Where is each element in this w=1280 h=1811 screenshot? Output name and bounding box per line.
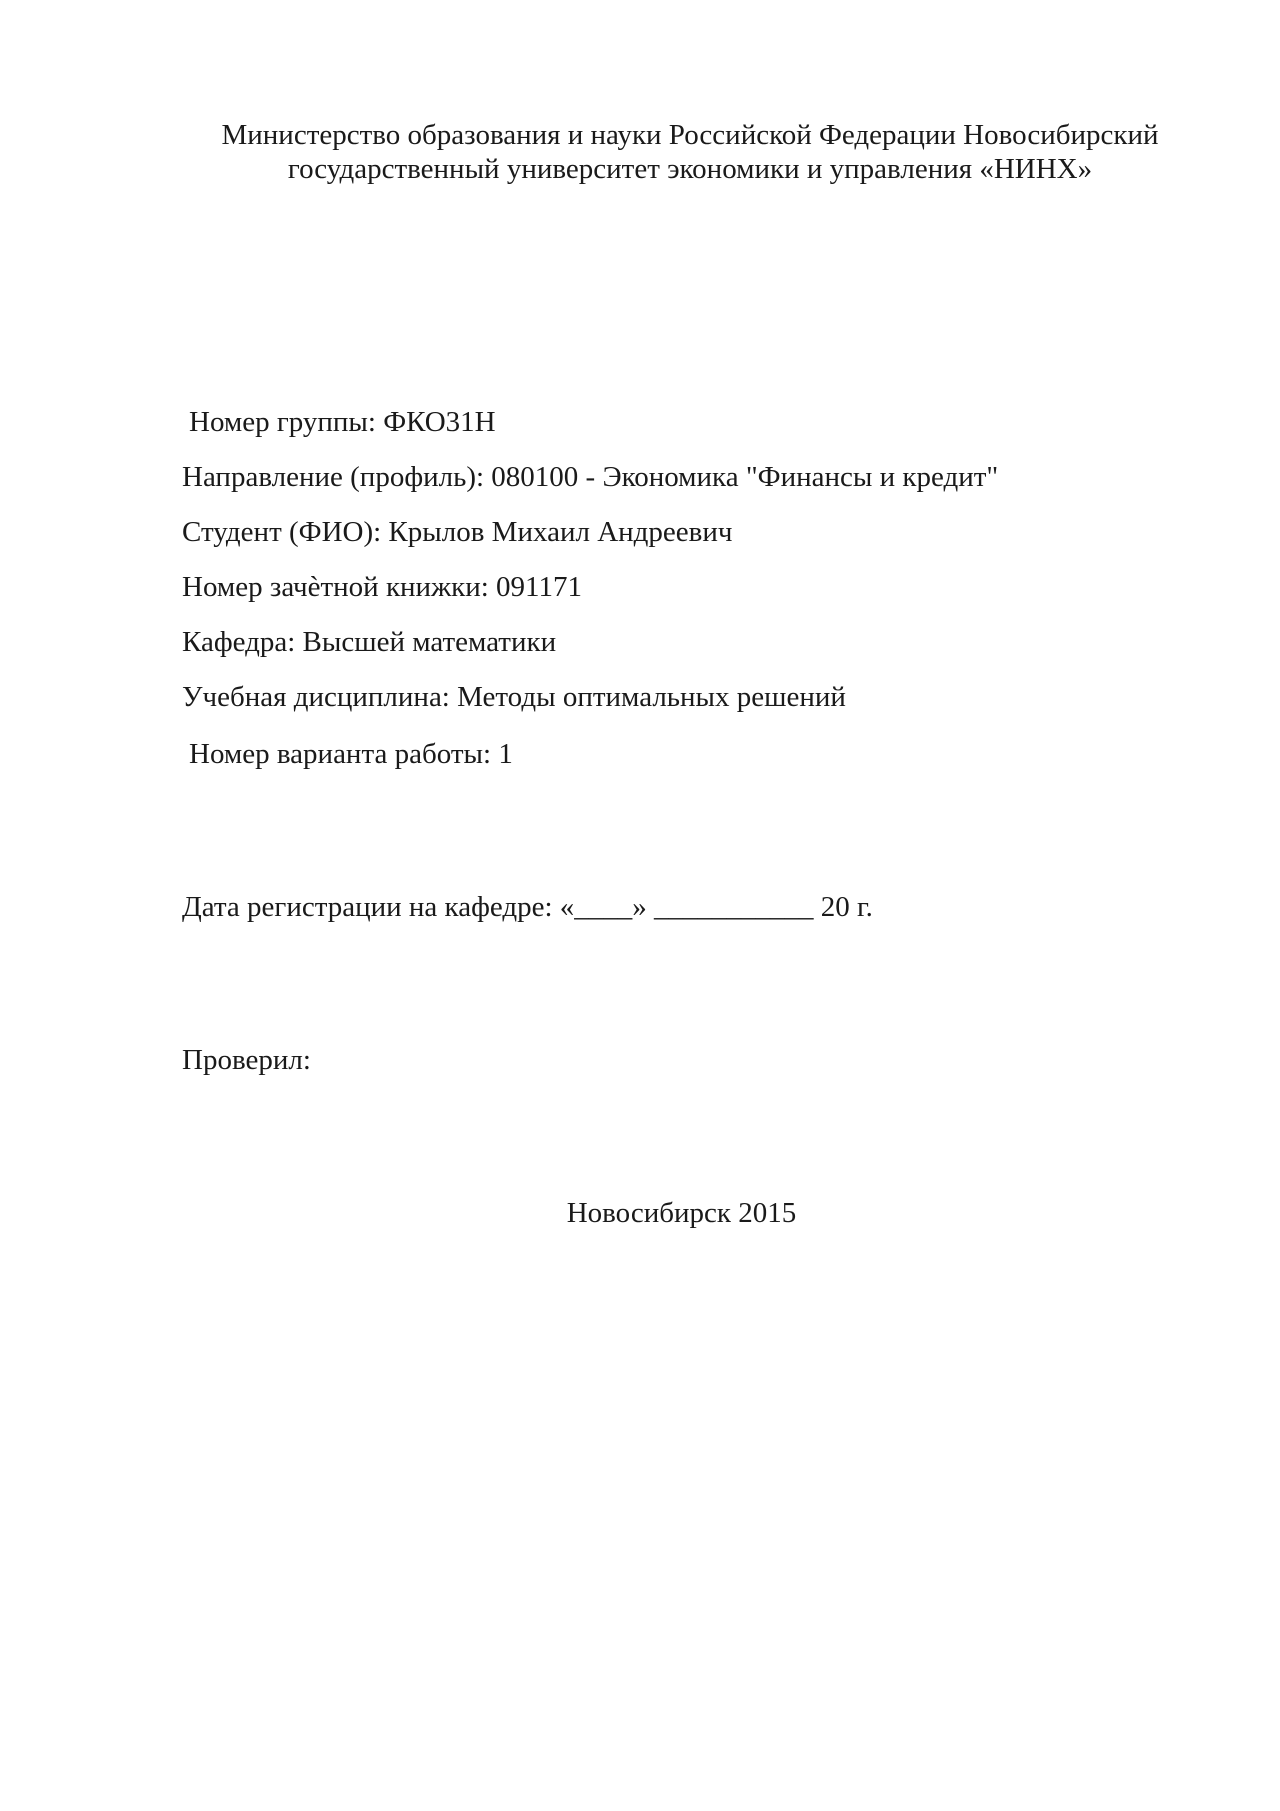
header-line-1: Министерство образования и науки Российской Федерации Новосибирский [221, 119, 1159, 151]
record-book-number: Номер зачѐтной книжки: 091171 [182, 571, 582, 603]
variant-number: Номер варианта работы: 1 [189, 738, 513, 770]
city-year [0, 1196, 1280, 1230]
direction-profile: Направление (профиль): 080100 - Экономика "Финансы и кредит" [182, 461, 999, 493]
checked-by: Проверил: [182, 1044, 311, 1076]
ministry-header [150, 118, 1230, 186]
department: Кафедра: Высшей математики [182, 626, 557, 658]
group-number: Номер группы: ФКО31Н [189, 406, 496, 438]
registration-date: Дата регистрации на кафедре: «____» ___________ 20 г. [182, 891, 873, 923]
city-year-text: Новосибирск 2015 [566, 1197, 797, 1229]
student-name: Студент (ФИО): Крылов Михаил Андреевич [182, 516, 733, 548]
header-line-2: государственный университет экономики и управления «НИНХ» [287, 153, 1093, 185]
discipline: Учебная дисциплина: Методы оптимальных решений [182, 681, 846, 713]
